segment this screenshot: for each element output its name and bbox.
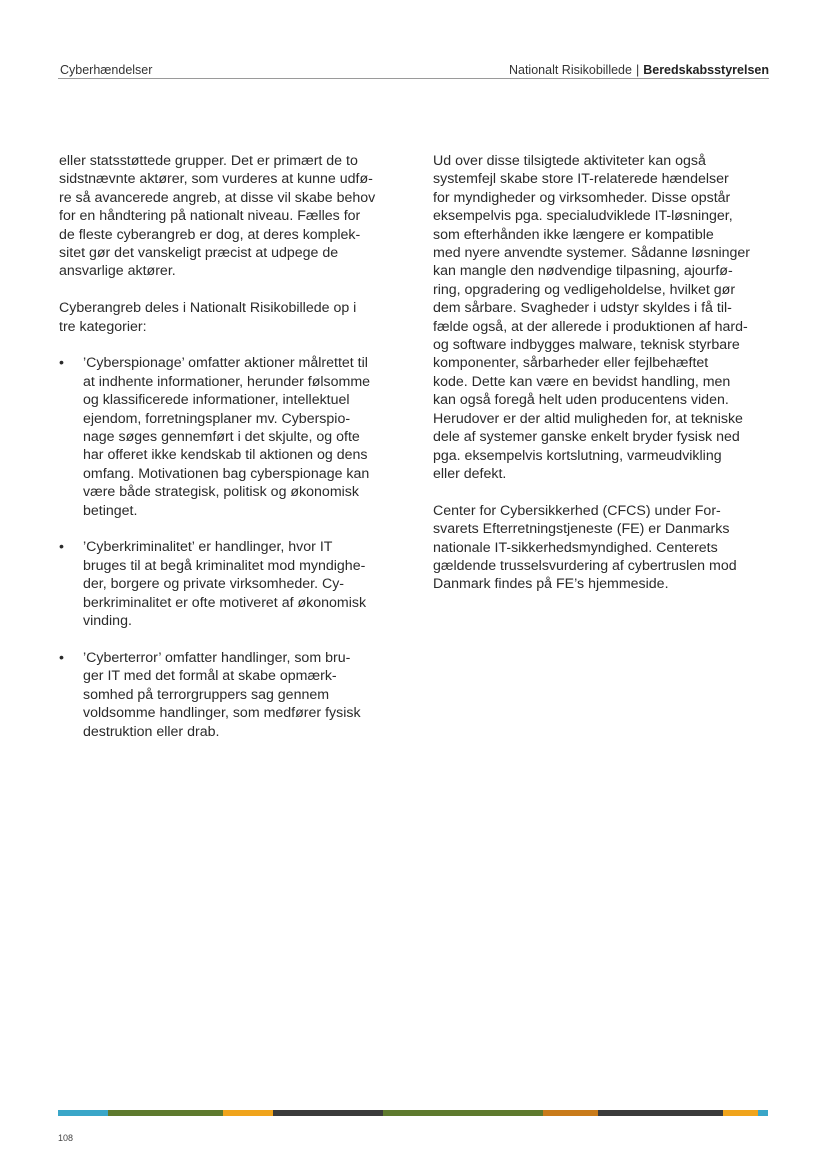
text-line: tre kategorier:: [59, 318, 147, 335]
color-bar-segment: [598, 1110, 723, 1116]
text-line: Herudover er der altid muligheden for, at tekniske: [433, 410, 743, 427]
text-line: eller defekt.: [433, 465, 507, 482]
text-line: omfang. Motivationen bag cyberspionage kan: [83, 465, 370, 482]
text-line: somhed på terrorgruppers sag gennem: [83, 686, 330, 703]
bullet-icon: •: [59, 539, 64, 556]
text-line: ansvarlige aktører.: [59, 263, 176, 280]
text-line: med nyere anvendte systemer. Sådanne løsninger: [433, 245, 751, 262]
intro-paragraph: [59, 152, 397, 281]
text-line: komponenter, sårbarheder eller fejlbehæftet: [433, 355, 709, 372]
color-bar-segment: [543, 1110, 598, 1116]
right-column: [433, 152, 771, 612]
text-line: fælde også, at der allerede i produktionen af hard-: [433, 318, 748, 335]
bullet-icon: •: [59, 649, 64, 666]
text-line: kode. Dette kan være en bevidst handling, men: [433, 373, 731, 390]
text-line: re så avancerede angreb, at disse vil skabe behov: [59, 189, 376, 206]
text-line: voldsomme handlinger, som medfører fysisk: [83, 705, 361, 722]
text-line: Ud over disse tilsigtede aktiviteter kan også: [433, 153, 706, 169]
section-title: Cyberhændelser: [60, 63, 153, 77]
header-separator: |: [635, 63, 640, 77]
color-bar-segment: [758, 1110, 768, 1116]
bullet-icon: •: [59, 355, 64, 372]
text-line: Center for Cybersikkerhed (CFCS) under For-: [433, 502, 721, 519]
text-line: nationale IT-sikkerhedsmyndighed. Centerets: [433, 539, 718, 556]
text-line: nage søges gennemført i det skjulte, og ofte: [83, 429, 360, 446]
text-line: har offeret ikke kendskab til aktionen og dens: [83, 447, 368, 464]
text-line: vinding.: [83, 613, 132, 630]
color-bar-segment: [273, 1110, 383, 1116]
cfcs-paragraph: [433, 502, 771, 594]
text-line: for en håndtering på nationalt niveau. Fælles for: [59, 208, 361, 225]
left-column: [59, 152, 397, 759]
color-bar-segment: [223, 1110, 273, 1116]
categories-intro-paragraph: [59, 299, 397, 336]
text-line: sidstnævnte aktører, som vurderes at kunne udfø-: [59, 171, 373, 188]
text-line: ’Cyberterror’ omfatter handlinger, som bru-: [83, 649, 351, 666]
text-line: gældende trusselsvurdering af cybertruslen mod: [433, 557, 737, 574]
color-bar-segment: [58, 1110, 108, 1116]
footer-color-bar: [58, 1110, 768, 1116]
text-line: sitet gør det vanskeligt præcist at udpege de: [59, 245, 339, 262]
text-line: for myndigheder og virksomheder. Disse opstår: [433, 189, 731, 206]
organization-name: Beredskabsstyrelsen: [643, 63, 769, 77]
text-line: berkriminalitet er ofte motiveret af økonomisk: [83, 594, 367, 611]
text-line: Danmark findes på FE’s hjemmeside.: [433, 576, 669, 593]
text-line: Cyberangreb deles i Nationalt Risikobillede op i: [59, 300, 357, 317]
color-bar-segment: [723, 1110, 758, 1116]
text-line: ring, opgradering og vedligeholdelse, hvilket gør: [433, 281, 736, 298]
text-line: destruktion eller drab.: [83, 723, 220, 740]
text-line: der, borgere og private virksomheder. Cy-: [83, 576, 345, 593]
text-line: bruges til at begå kriminalitet mod myndighe-: [83, 557, 366, 574]
text-line: dele af systemer ganske enkelt bryder fysisk ned: [433, 429, 740, 446]
text-line: ger IT med det formål at skabe opmærk-: [83, 668, 337, 685]
text-line: kan mangle den nødvendige tilpasning, ajourfø-: [433, 263, 733, 280]
page-number: 108: [58, 1133, 74, 1143]
publication-title: Nationalt Risikobillede: [508, 63, 632, 77]
text-line: ’Cyberkriminalitet’ er handlinger, hvor IT: [83, 539, 333, 556]
bullet-item-cyberspionage: [59, 354, 397, 520]
text-line: ’Cyberspionage’ omfatter aktioner målrettet til: [83, 355, 368, 372]
text-line: svarets Efterretningstjeneste (FE) er Danmarks: [433, 521, 730, 538]
text-line: og klassificerede informationer, intellektuel: [83, 392, 350, 409]
text-line: og software indbygges malware, teknisk styrbare: [433, 337, 740, 354]
text-line: eksempelvis pga. specialudviklede IT-løsninger,: [433, 208, 733, 225]
text-line: betinget.: [83, 502, 138, 519]
systemfejl-paragraph: [433, 152, 771, 483]
text-line: eller statsstøttede grupper. Det er primært de to: [59, 153, 358, 169]
text-line: ejendom, forretningsplaner mv. Cyberspio-: [83, 410, 351, 427]
text-line: pga. eksempelvis kortslutning, varmeudvikling: [433, 447, 722, 464]
text-line: kan også foregå helt uden producentens viden.: [433, 392, 729, 409]
text-line: systemfejl skabe store IT-relaterede hændelser: [433, 171, 729, 188]
color-bar-segment: [108, 1110, 223, 1116]
text-line: at indhente informationer, herunder følsomme: [83, 373, 371, 390]
bullet-item-cyberkriminalitet: [59, 538, 397, 630]
text-line: som efterhånden ikke længere er kompatible: [433, 226, 714, 243]
text-line: dem sårbare. Svagheder i udstyr skyldes i få til-: [433, 300, 732, 317]
color-bar-segment: [383, 1110, 543, 1116]
text-line: være både strategisk, politisk og økonomisk: [83, 484, 359, 501]
page-header: [58, 60, 769, 79]
publication-info: [509, 63, 769, 77]
bullet-item-cyberterror: [59, 649, 397, 741]
text-line: de fleste cyberangreb er dog, at deres komplek-: [59, 226, 361, 243]
